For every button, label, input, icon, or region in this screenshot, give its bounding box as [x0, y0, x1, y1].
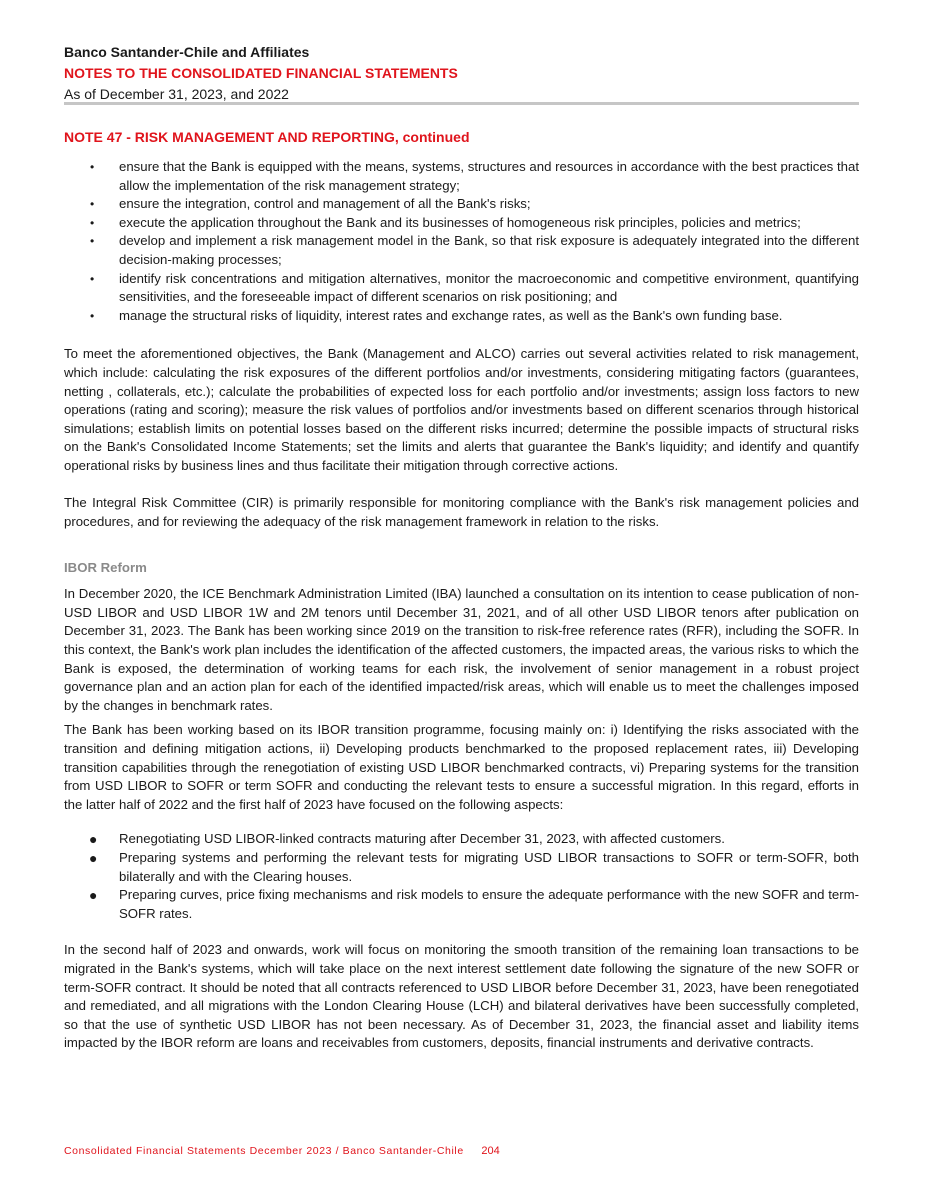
- objectives-list: [64, 158, 859, 325]
- bullet-icon: •: [90, 271, 95, 286]
- footer-text: Consolidated Financial Statements December 2023 / Banco Santander-Chile: [64, 1145, 464, 1157]
- list-item: • ensure the integration, control and management of all the Bank's risks;: [64, 195, 859, 214]
- bullet-icon: •: [90, 197, 95, 212]
- bullet-icon: ●: [89, 887, 98, 904]
- page-footer: [64, 1145, 500, 1157]
- ibor-heading: IBOR Reform: [64, 560, 147, 576]
- bullet-icon: •: [90, 215, 95, 230]
- list-item: • execute the application throughout the Bank and its businesses of homogeneous risk principles, policies and metrics;: [64, 214, 859, 233]
- date-line: As of December 31, 2023, and 2022: [64, 86, 289, 102]
- list-item: • manage the structural risks of liquidity, interest rates and exchange rates, as well as the Bank's own funding base.: [64, 307, 859, 326]
- page-header: [64, 42, 859, 105]
- header-divider: [64, 102, 859, 105]
- bullet-icon: ●: [89, 850, 98, 866]
- ibor-paragraph-3: In the second half of 2023 and onwards, work will focus on monitoring the smooth transition of the remaining loan transactions to be migrated in the Bank's systems, which will take place on the next interest settlement date following the signature of the new SOFR or term-SOFR contract. It should be noted that all contracts referenced to USD LIBOR before December 31, 2023, have been renegotiated and remediated, and all migrations with the London Clearing House (LCH) and bilateral derivatives have been successfully completed, so that the use of synthetic USD LIBOR has not been necessary. As of December 31, 2023, the financial asset and liability items impacted by the IBOR reform are loans and receivables from customers, deposits, financial instruments and derivative contracts.: [64, 942, 859, 1051]
- ibor-paragraph-1: In December 2020, the ICE Benchmark Administration Limited (IBA) launched a consultation on its intention to cease publication of non-USD LIBOR and USD LIBOR 1W and 2M tenors until December 31, 2021, and of all other USD LIBOR tenors after publication on December 31, 2023. The Bank has been working since 2019 on the transition to risk-free reference rates (RFR), including the SOFR. In this context, the Bank's work plan includes the identification of the affected customers, the impacted areas, the various risks to which the Bank is exposed, the determination of working teams for each risk, the involvement of senior management in a robust project governance plan and an action plan for each of the identified impacted/risk areas, which will enable us to meet the challenges imposed by the changes in benchmark rates.: [64, 586, 859, 713]
- committee-paragraph: The Integral Risk Committee (CIR) is primarily responsible for monitoring compliance with the Bank's risk management policies and procedures, and for reviewing the adequacy of the risk management framework in relation to the risks.: [64, 495, 859, 529]
- list-item: • develop and implement a risk management model in the Bank, so that risk exposure is adequately integrated into the different decision-making processes;: [90, 233, 859, 267]
- list-item: ● Preparing systems and performing the relevant tests for migrating USD LIBOR transactions to SOFR or term-SOFR, both bilaterally and with the Clearing houses.: [89, 850, 859, 884]
- ibor-paragraph-2: The Bank has been working based on its IBOR transition programme, focusing mainly on: i) Identifying the risks associated with the transition and defining mitigation actions, ii) Developing products benchmarked to the proposed replacement rates, iii) Developing transition capabilities through the renegotiation of existing USD LIBOR benchmarked contracts, vi) Preparing systems for the transition from USD LIBOR to SOFR or term SOFR and conducting the relevant tests to ensure a successful migration. In this regard, efforts in the latter half of 2022 and the first half of 2023 have focused on the following aspects:: [64, 722, 859, 812]
- list-item: ● Renegotiating USD LIBOR-linked contracts maturing after December 31, 2023, with affected customers.: [89, 831, 725, 848]
- activities-paragraph: To meet the aforementioned objectives, the Bank (Management and ALCO) carries out several activities related to risk management, which include: calculating the risk exposures of the different portfolios and/or investments, considering mitigating factors (guarantees, netting , collaterals, etc.); calculate the probabilities of expected loss for each portfolio and/or investments; assign loss factors to new operations (rating and scoring); measure the risk values of portfolios and/or investments based on different scenarios through historical simulations; establish limits on potential losses based on the different risks incurred; determine the possible impacts of structural risks on the Bank's Consolidated Income Statements; set the limits and alerts that guarantee the Bank's liquidity; and identify and quantify operational risks by business lines and thus facilitate their mitigation through corrective actions.: [64, 346, 859, 473]
- list-item: ● Preparing curves, price fixing mechanisms and risk models to ensure the adequate performance with the new SOFR and term-SOFR rates.: [89, 887, 859, 921]
- document-body: [64, 128, 859, 1053]
- page-number: 204: [481, 1145, 500, 1157]
- ibor-aspects-list: [64, 830, 859, 923]
- note-title: NOTE 47 - RISK MANAGEMENT AND REPORTING, continued: [64, 129, 470, 145]
- company-name: Banco Santander-Chile and Affiliates: [64, 44, 310, 60]
- bullet-icon: •: [90, 160, 95, 174]
- list-item: • ensure that the Bank is equipped with the means, systems, structures and resources in accordance with the best practices that allow the implementation of the risk management strategy;: [90, 159, 859, 193]
- list-item: • identify risk concentrations and mitigation alternatives, monitor the macroeconomic and competitive environment, quantifying sensitivities, and the foreseeable impact of different scenarios on risk positioning; and: [90, 270, 859, 305]
- bullet-icon: •: [90, 234, 95, 249]
- notes-title: NOTES TO THE CONSOLIDATED FINANCIAL STATEMENTS: [64, 65, 458, 81]
- bullet-icon: •: [90, 308, 95, 323]
- bullet-icon: ●: [89, 831, 98, 848]
